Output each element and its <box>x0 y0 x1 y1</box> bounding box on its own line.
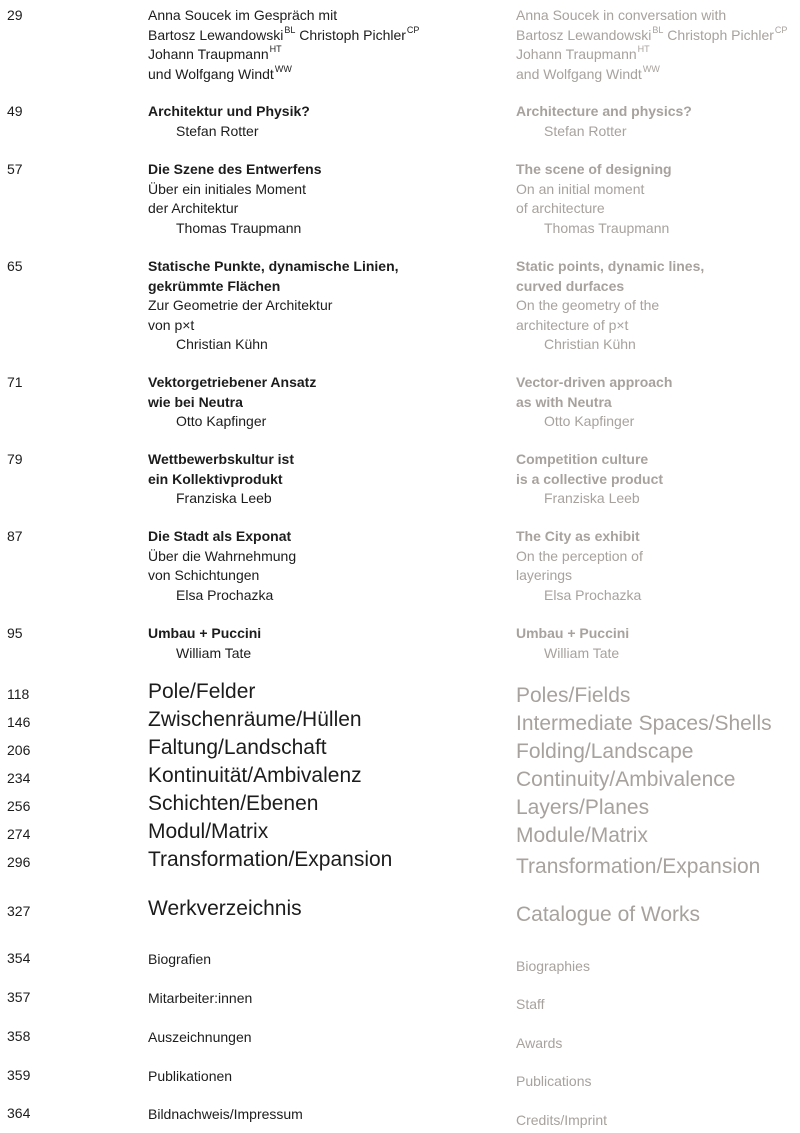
chapter-title-en: Folding/Landscape <box>516 740 694 763</box>
entry-author: Stefan Rotter <box>176 122 259 139</box>
english-entry <box>516 102 800 141</box>
entry-title: curved durfaces <box>516 277 625 294</box>
entry-subtitle: von p×t <box>148 316 195 333</box>
chapter-title-de: Schichten/Ebenen <box>148 792 319 815</box>
page-number: 29 <box>7 7 23 23</box>
entry-title: Umbau + Puccini <box>148 625 262 641</box>
appendix-title-en: Credits/Imprint <box>516 1112 608 1128</box>
entry-author: Elsa Prochazka <box>176 586 274 603</box>
english-entry <box>516 450 800 509</box>
page-number: 296 <box>7 854 31 870</box>
page-number: 65 <box>7 258 23 274</box>
initials: HT <box>269 44 282 54</box>
entry-author: Christian Kühn <box>544 336 636 352</box>
entry-title: Die Stadt als Exponat <box>148 528 292 544</box>
name: and Wolfgang Windt <box>516 65 642 82</box>
entry-line <box>148 45 488 65</box>
entry-subtitle: On an initial moment <box>516 180 645 197</box>
chapter-title-en: Transformation/Expansion <box>516 855 761 878</box>
page-number: 256 <box>7 798 31 814</box>
name: und Wolfgang Windt <box>148 65 274 82</box>
name: Christoph Pichler <box>295 26 406 43</box>
page-number: 274 <box>7 826 31 842</box>
entry-title: Competition culture <box>516 451 649 467</box>
catalogue-title-de: Werkverzeichnis <box>148 897 302 920</box>
entry-author: William Tate <box>544 644 620 661</box>
entry-title: Die Szene des Entwerfens <box>148 161 322 177</box>
chapter-title-de: Pole/Felder <box>148 680 256 703</box>
initials: CP <box>774 24 788 35</box>
entry-title: Umbau + Puccini <box>516 625 630 641</box>
appendix-title-en: Staff <box>516 996 545 1012</box>
appendix-title-en: Publications <box>516 1073 592 1089</box>
entry-author: Thomas Traupmann <box>176 219 302 236</box>
chapter-title-en: Layers/Planes <box>516 796 650 819</box>
entry-author: Franziska Leeb <box>544 490 640 506</box>
entry-subtitle: layerings <box>516 567 573 583</box>
chapter-title-en: Module/Matrix <box>516 824 648 847</box>
entry-author: Otto Kapfinger <box>176 413 267 429</box>
entry-title: as with Neutra <box>516 393 612 410</box>
entry-title: Statische Punkte, dynamische Linien, <box>148 258 399 274</box>
entry-title: ein Kollektivprodukt <box>148 470 283 487</box>
catalogue-title-en: Catalogue of Works <box>516 903 701 926</box>
entry-author: Elsa Prochazka <box>544 586 642 603</box>
appendix-title-en: Awards <box>516 1035 563 1051</box>
entry-line <box>148 26 488 46</box>
entry-title: The scene of designing <box>516 161 672 177</box>
entry-subtitle: Über ein initiales Moment <box>148 180 306 197</box>
german-entry <box>148 450 488 509</box>
german-entry <box>148 160 488 238</box>
initials: HT <box>637 44 650 54</box>
entry-author: William Tate <box>176 644 252 661</box>
initials: WW <box>274 63 292 74</box>
english-entry <box>516 373 800 432</box>
entry-title: Vector-driven approach <box>516 374 673 390</box>
entry-title: Vektorgetriebener Ansatz <box>148 374 317 390</box>
appendix-title-de: Publikationen <box>148 1068 233 1084</box>
entry-title: Wettbewerbskultur ist <box>148 451 294 467</box>
chapter-title-en: Continuity/Ambivalence <box>516 768 736 791</box>
english-entry <box>516 6 800 84</box>
german-entry <box>148 624 488 663</box>
page-number: 95 <box>7 625 23 641</box>
entry-author: Christian Kühn <box>176 336 268 352</box>
appendix-title-de: Biografien <box>148 951 212 967</box>
page-number: 79 <box>7 451 23 467</box>
german-entry <box>148 527 488 605</box>
chapter-title-de: Faltung/Landschaft <box>148 736 327 759</box>
entry-title: The City as exhibit <box>516 528 640 544</box>
english-entry <box>516 257 800 355</box>
chapter-title-en: Intermediate Spaces/Shells <box>516 712 772 735</box>
entry-title: Architecture and physics? <box>516 103 692 119</box>
initials: BL <box>284 24 296 35</box>
entry-subtitle: Über die Wahrnehmung <box>148 547 297 564</box>
entry-author: Otto Kapfinger <box>544 413 635 429</box>
name: Christoph Pichler <box>663 26 774 43</box>
entry-subtitle: On the perception of <box>516 547 643 564</box>
entry-author: Stefan Rotter <box>544 122 627 139</box>
entry-subtitle: of architecture <box>516 200 605 216</box>
entry-line <box>148 65 488 85</box>
german-entry <box>148 6 488 84</box>
entry-line: Anna Soucek in conversation with <box>516 7 727 23</box>
page-number: 327 <box>7 903 31 919</box>
german-entry <box>148 257 488 355</box>
entry-line <box>516 26 800 46</box>
entry-title: Static points, dynamic lines, <box>516 258 705 274</box>
appendix-title-de: Auszeichnungen <box>148 1029 252 1045</box>
name: Johann Traupmann <box>516 46 637 62</box>
entry-subtitle: Zur Geometrie der Architektur <box>148 297 333 313</box>
appendix-title-de: Bildnachweis/Impressum <box>148 1106 303 1122</box>
name: Johann Traupmann <box>148 46 269 62</box>
english-entry <box>516 624 800 663</box>
entry-subtitle: der Architektur <box>148 200 239 216</box>
initials: BL <box>652 24 664 35</box>
appendix-title-de: Mitarbeiter:innen <box>148 990 253 1006</box>
initials: WW <box>642 63 660 74</box>
english-entry <box>516 527 800 605</box>
entry-subtitle: On the geometry of the <box>516 297 660 313</box>
entry-subtitle: von Schichtungen <box>148 567 260 583</box>
chapter-title-de: Kontinuität/Ambivalenz <box>148 764 362 787</box>
german-entry <box>148 373 488 432</box>
entry-title: wie bei Neutra <box>148 393 243 410</box>
page-number: 359 <box>7 1067 31 1083</box>
page-number: 87 <box>7 528 23 544</box>
entry-title: gekrümmte Flächen <box>148 277 281 294</box>
page-number: 234 <box>7 770 31 786</box>
page-number: 206 <box>7 742 31 758</box>
chapter-title-de: Zwischenräume/Hüllen <box>148 708 362 731</box>
page-number: 49 <box>7 103 23 119</box>
page-number: 146 <box>7 714 31 730</box>
entry-line <box>516 45 800 65</box>
english-entry <box>516 160 800 238</box>
entry-title: is a collective product <box>516 470 664 487</box>
chapter-title-de: Modul/Matrix <box>148 820 269 843</box>
page-number: 57 <box>7 161 23 177</box>
name: Bartosz Lewandowski <box>516 26 652 43</box>
entry-subtitle: architecture of p×t <box>516 316 629 333</box>
page-number: 118 <box>7 686 30 702</box>
appendix-title-en: Biographies <box>516 958 590 974</box>
page-number: 358 <box>7 1028 31 1044</box>
entry-line <box>516 65 800 85</box>
entry-author: Franziska Leeb <box>176 490 272 506</box>
entry-author: Thomas Traupmann <box>544 219 670 236</box>
chapter-title-en: Poles/Fields <box>516 684 631 707</box>
name: Bartosz Lewandowski <box>148 26 284 43</box>
page-number: 354 <box>7 950 31 966</box>
initials: CP <box>406 24 420 35</box>
page-number: 71 <box>7 374 23 390</box>
chapter-title-de: Transformation/Expansion <box>148 848 393 871</box>
german-entry <box>148 102 488 141</box>
page-number: 364 <box>7 1105 31 1121</box>
entry-line: Anna Soucek im Gespräch mit <box>148 7 338 23</box>
page-number: 357 <box>7 989 31 1005</box>
entry-title: Architektur und Physik? <box>148 103 310 119</box>
